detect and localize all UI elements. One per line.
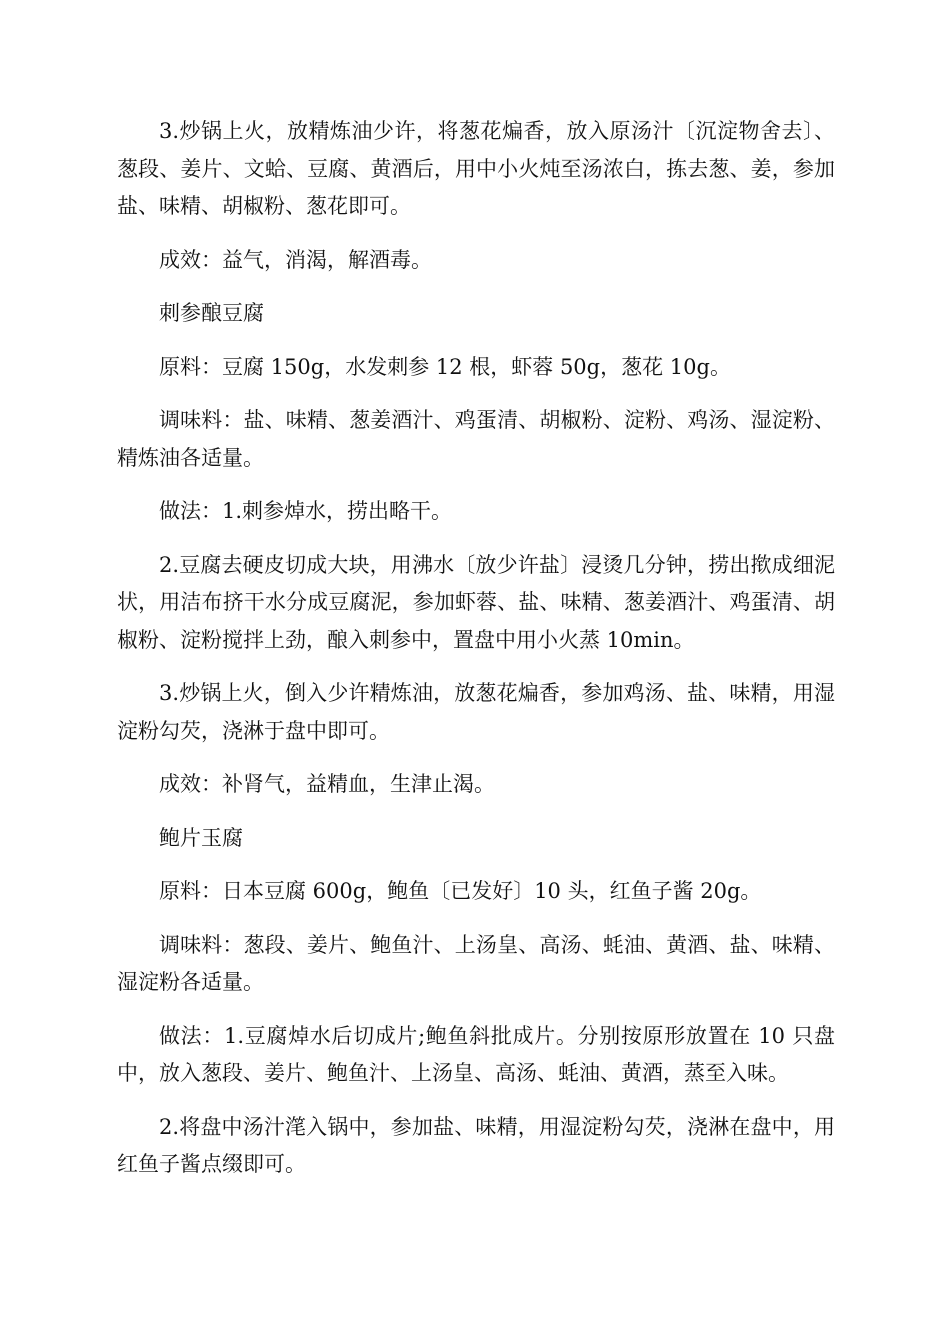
method-step-2-paragraph: 2.豆腐去硬皮切成大块，用沸水〔放少许盐〕浸烫几分钟，捞出揿成细泥状，用洁布挤干水分成豆腐泥，参加虾蓉、盐、味精、葱姜酒汁、鸡蛋清、胡椒粉、淀粉搅拌上劲，酿入刺参中，置盘中用小火蒸 10min。: [117, 552, 835, 652]
seasoning-paragraph: 调味料：盐、味精、葱姜酒汁、鸡蛋清、胡椒粉、淀粉、鸡汤、湿淀粉、精炼油各适量。: [117, 408, 835, 470]
method-step-1-paragraph: 做法：1.刺参焯水，捞出略干。: [159, 499, 453, 523]
method-step-2-paragraph: 2.将盘中汤汁滗入锅中，参加盐、味精，用湿淀粉勾芡，浇淋在盘中，用红鱼子酱点缀即可。: [117, 1114, 835, 1176]
seasoning-paragraph: 调味料：葱段、姜片、鲍鱼汁、上汤皇、高汤、蚝油、黄酒、盐、味精、湿淀粉各适量。: [117, 932, 835, 994]
ingredients-paragraph: 原料：日本豆腐 600g，鲍鱼〔已发好〕10 头，红鱼子酱 20g。: [159, 879, 762, 903]
ingredients-paragraph: 原料：豆腐 150g，水发刺参 12 根，虾蓉 50g，葱花 10g。: [159, 354, 731, 379]
method-step-1-paragraph: 做法：1.豆腐焯水后切成片;鲍鱼斜批成片。分别按原形放置在 10 只盘中，放入葱段、姜片、鲍鱼汁、上汤皇、高汤、蚝油、黄酒，蒸至入味。: [117, 1023, 835, 1085]
effect-paragraph: 成效：益气，消渴，解酒毒。: [159, 247, 432, 272]
method-step-3-paragraph: 3.炒锅上火，倒入少许精炼油，放葱花煸香，参加鸡汤、盐、味精，用湿淀粉勾芡，浇淋于盘中即可。: [117, 681, 835, 743]
effect-paragraph: 成效：补肾气，益精血，生津止渴。: [159, 772, 495, 796]
step-3-paragraph: 3.炒锅上火，放精炼油少许，将葱花煸香，放入原汤汁〔沉淀物舍去〕、葱段、姜片、文蛤、豆腐、黄酒后，用中小火炖至汤浓白，拣去葱、姜，参加盐、味精、胡椒粉、葱花即可。: [117, 119, 835, 218]
recipe-title: 鲍片玉腐: [159, 825, 243, 850]
recipe-title: 刺参酿豆腐: [159, 301, 264, 325]
